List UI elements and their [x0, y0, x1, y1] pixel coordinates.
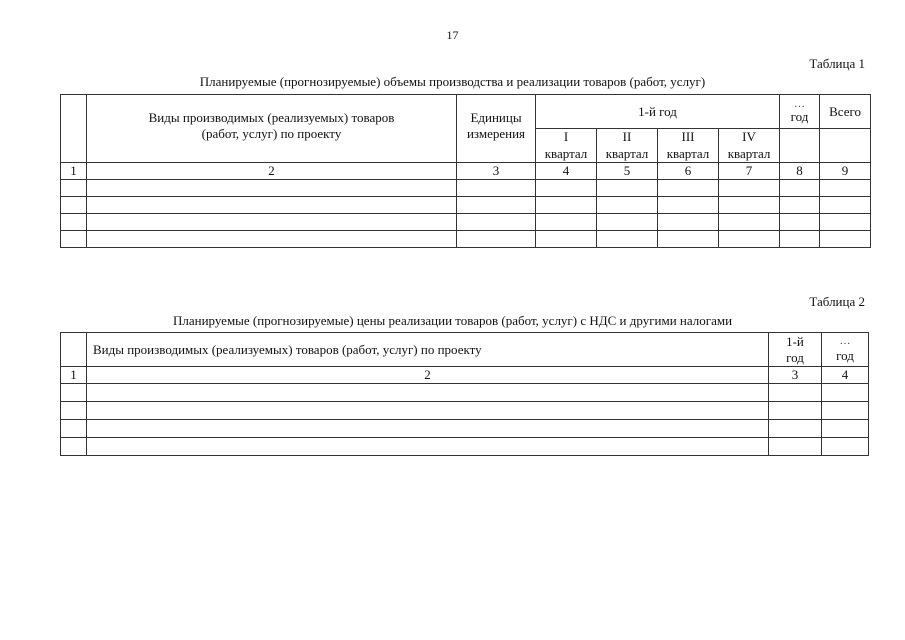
- table2-col-number: 3: [769, 367, 822, 384]
- page-number: 17: [446, 28, 459, 42]
- table1-col-number: 7: [719, 163, 780, 180]
- table1-col-number: 6: [658, 163, 719, 180]
- table1-col-number: 5: [597, 163, 658, 180]
- table1-header-more-years-sub: [780, 129, 820, 163]
- quarter-word: квартал: [605, 146, 649, 161]
- table-row: [61, 214, 871, 231]
- table2-header-more-ellipsis: …: [839, 335, 851, 347]
- table1-number-row: [61, 163, 871, 180]
- table1-header-quarter-2: [597, 129, 658, 163]
- table2-title: Планируемые (прогнозируемые) цены реализации товаров (работ, услуг) с НДС и другими налогами: [172, 313, 733, 328]
- table1-header-goods-line1: Виды производимых (реализуемых) товаров: [148, 110, 395, 125]
- table-row: [61, 438, 869, 456]
- table2-header-year1: [769, 333, 822, 367]
- table1-header-more-years: [780, 95, 820, 129]
- table1-col-number: 8: [780, 163, 820, 180]
- table1-header-total-sub: [820, 129, 871, 163]
- table1-col-number: 1: [61, 163, 87, 180]
- table2-number-row: [61, 367, 869, 384]
- table1: [60, 94, 871, 248]
- table2-header-year1-line1: 1-й: [786, 333, 804, 349]
- table1-header-year1: 1-й год: [536, 95, 780, 129]
- table-row: [61, 402, 869, 420]
- table2-col-number: 4: [822, 367, 869, 384]
- table1-header-quarter-3: [658, 129, 719, 163]
- table2-header-more-word: год: [836, 348, 854, 363]
- quarter-number: I: [563, 129, 569, 144]
- table2-header-more-years: [822, 333, 869, 367]
- quarter-word: квартал: [727, 146, 771, 161]
- table1-label: Таблица 1: [809, 56, 865, 71]
- quarter-number: II: [622, 129, 632, 144]
- table-row: [61, 197, 871, 214]
- table1-title: Планируемые (прогнозируемые) объемы производства и реализации товаров (работ, услуг): [199, 74, 706, 89]
- table2-empty-header-cell: [61, 333, 87, 367]
- table1-col-number: 9: [820, 163, 871, 180]
- table1-col-number: 2: [87, 163, 457, 180]
- table2-header-goods: Виды производимых (реализуемых) товаров (работ, услуг) по проекту: [87, 333, 769, 367]
- table2-col-number: 1: [61, 367, 87, 384]
- quarter-word: квартал: [544, 146, 588, 161]
- table-row: [61, 384, 869, 402]
- table1-header-units-line1: Единицы: [470, 110, 522, 125]
- table1-header-units-line2: измерения: [466, 126, 526, 141]
- table1-header-quarter-1: [536, 129, 597, 163]
- table2-label: Таблица 2: [809, 294, 865, 309]
- table2-header-year1-line2: год: [786, 349, 804, 365]
- table-row: [61, 180, 871, 197]
- table1-header-goods-line2: (работ, услуг) по проекту: [201, 126, 342, 141]
- quarter-number: III: [681, 129, 695, 144]
- table2: [60, 332, 869, 456]
- table1-header-goods: [87, 95, 457, 163]
- table-row: [61, 420, 869, 438]
- table1-header-more-word: год: [790, 109, 809, 124]
- table1-empty-header-cell: [61, 95, 87, 163]
- table1-header-quarter-4: [719, 129, 780, 163]
- table1-header-total: Всего: [820, 95, 871, 129]
- table1-header-units: [457, 95, 536, 163]
- table1-header-more-ellipsis: …: [794, 98, 806, 110]
- quarter-word: квартал: [666, 146, 710, 161]
- table1-col-number: 4: [536, 163, 597, 180]
- table1-col-number: 3: [457, 163, 536, 180]
- table2-col-number: 2: [87, 367, 769, 384]
- table-row: [61, 231, 871, 248]
- quarter-number: IV: [742, 129, 756, 144]
